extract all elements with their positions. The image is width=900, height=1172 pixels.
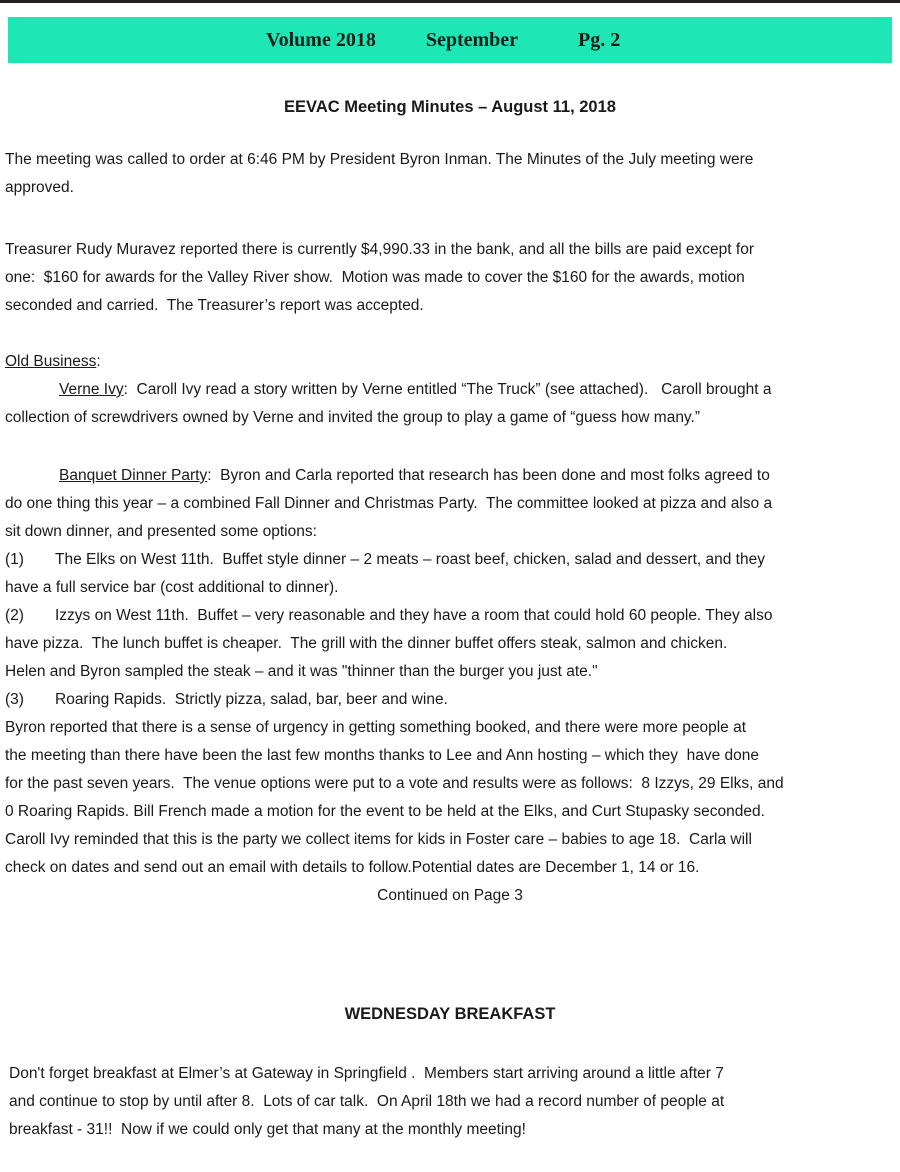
verne-ivy-text: : Caroll Ivy read a story written by Verne entitled “The Truck” (see attached). Caroll brought a [123,381,772,398]
option-text: The Elks on West 11th. Buffet style dinner – 2 meats – roast beef, chicken, salad and dessert, and they [55,551,765,568]
text-line: sit down dinner, and presented some options: [5,523,317,540]
top-rule [0,0,900,3]
text-line: Helen and Byron sampled the steak – and it was "thinner than the burger you just ate." [5,663,598,680]
volume-label: Volume 2018 [266,28,376,51]
text-line: Caroll Ivy reminded that this is the party we collect items for kids in Foster care – babies to age 18. Carla will [5,831,752,848]
verne-ivy-line [5,376,895,404]
option-line [5,602,895,630]
text-line: have pizza. The lunch buffet is cheaper. The grill with the dinner buffet offers steak, salmon and chicken. [5,635,728,652]
text-line: have a full service bar (cost additional to dinner). [5,579,339,596]
banquet-heading: Banquet Dinner Party [59,467,208,484]
page-number-label: Pg. 2 [578,28,621,51]
option-number: (2) [5,607,24,624]
text-line: check on dates and send out an email with details to follow.Potential dates are December 1, 14 or 16. [5,859,700,876]
old-business-heading-line [5,348,895,376]
text-line: seconded and carried. The Treasurer’s report was accepted. [5,297,424,314]
option-line [5,686,895,714]
text-line: Don't forget breakfast at Elmer’s at Gateway in Springfield . Members start arriving around a little after 7 [9,1065,724,1082]
text-line: one: $160 for awards for the Valley River show. Motion was made to cover the $160 for the awards, motion [5,269,745,286]
paragraph-breakfast [0,1060,900,1144]
text-line: collection of screwdrivers owned by Verne and invited the group to play a game of “guess how many.” [5,409,701,426]
breakfast-section-heading: WEDNESDAY BREAKFAST [344,1005,556,1023]
option-number: (3) [5,691,24,708]
text-line: The meeting was called to order at 6:46 PM by President Byron Inman. The Minutes of the July meeting were [5,151,754,168]
heading-colon: : [96,353,101,370]
text-line: Treasurer Rudy Muravez reported there is currently $4,990.33 in the bank, and all the bills are paid except for [5,241,754,258]
masthead-banner [8,17,892,63]
option-text: Izzys on West 11th. Buffet – very reasonable and they have a room that could hold 60 people. They also [55,607,773,624]
verne-ivy-heading: Verne Ivy [59,381,124,398]
continued-on-page-label: Continued on Page 3 [377,887,523,904]
paragraph-treasurer-report [5,236,895,320]
old-business-heading: Old Business [5,353,97,370]
option-text: Roaring Rapids. Strictly pizza, salad, bar, beer and wine. [55,691,448,708]
minutes-body [0,146,900,910]
banquet-heading-line [5,462,895,490]
section-banquet [5,462,895,910]
option-number: (1) [5,551,24,568]
text-line: Byron reported that there is a sense of urgency in getting something booked, and there were more people at [5,719,747,736]
section-old-business [5,348,895,432]
text-line: breakfast - 31!! Now if we could only get that many at the monthly meeting! [9,1121,526,1138]
text-line: for the past seven years. The venue options were put to a vote and results were as follows: 8 Izzys, 29 Elks, and [5,775,784,792]
month-label: September [425,28,519,51]
text-line: do one thing this year – a combined Fall Dinner and Christmas Party. The committee looked at pizza and also a [5,495,773,512]
text-line: 0 Roaring Rapids. Bill French made a motion for the event to be held at the Elks, and Curt Stupasky seconded. [5,803,765,820]
banquet-heading-text: : Byron and Carla reported that research has been done and most folks agreed to [207,467,770,484]
text-line: approved. [5,179,74,196]
page-title: EEVAC Meeting Minutes – August 11, 2018 [284,98,616,116]
paragraph-call-to-order [5,146,895,202]
option-line [5,546,895,574]
text-line: the meeting than there have been the last few months thanks to Lee and Ann hosting – which they have done [5,747,759,764]
text-line: and continue to stop by until after 8. Lots of car talk. On April 18th we had a record number of people at [9,1093,725,1110]
